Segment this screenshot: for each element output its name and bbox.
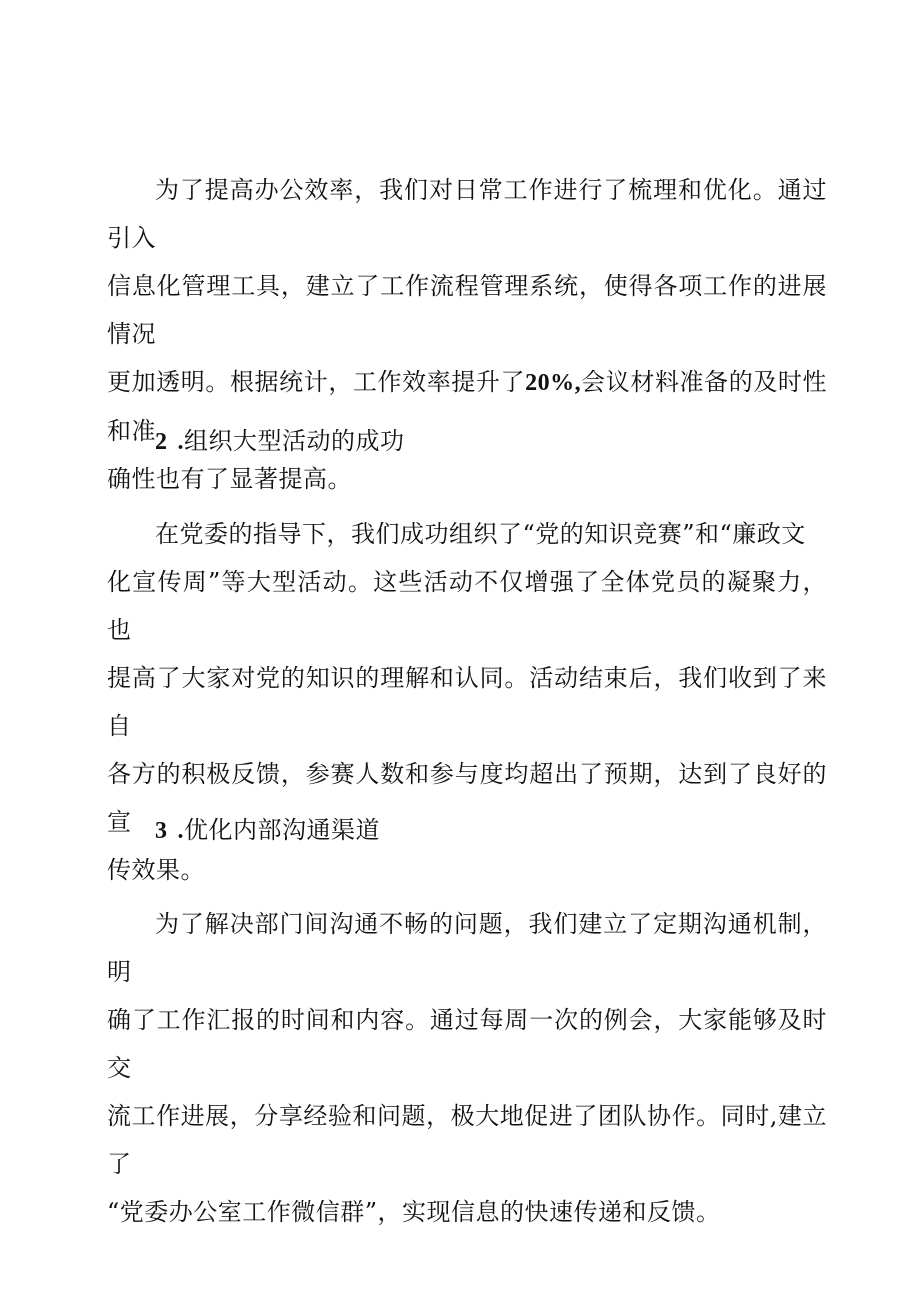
section-dot: .: [177, 818, 184, 844]
paragraph-line: 为了解决部门间沟通不畅的问题，我们建立了定期沟通机制，明: [107, 910, 827, 986]
section-dot: .: [177, 429, 184, 455]
section-title: 组织大型活动的成功: [184, 427, 405, 455]
paragraph-line: 信息化管理工具，建立了工作流程管理系统，使得各项工作的进展情况: [107, 272, 827, 348]
paragraph-text: 会议材料准备的及时性和准: [107, 368, 828, 445]
paragraph-line: 提高了大家对党的知识的理解和认同。活动结束后，我们收到了来自: [107, 664, 827, 740]
section-title: 优化内部沟通渠道: [184, 816, 380, 844]
paragraph-line: 确了工作汇报的时间和内容。通过每周一次的例会，大家能够及时交: [107, 1006, 827, 1082]
section-heading-3: [107, 806, 827, 855]
section-number: 2: [155, 429, 168, 455]
paragraph-line: 在党委的指导下，我们成功组织了“党的知识竞赛”和“廉政文: [155, 520, 806, 548]
paragraph-line: 确性也有了显著提高。: [107, 465, 352, 493]
paragraph-internal-communication: [107, 900, 827, 1236]
paragraph-line: 为了提高办公效率，我们对日常工作进行了梳理和优化。通过引入: [107, 176, 827, 252]
paragraph-line: 流工作进展，分享经验和问题，极大地促进了团队协作。同时,建立了: [107, 1102, 827, 1178]
paragraph-line: 化宣传周”等大型活动。这些活动不仅增强了全体党员的凝聚力，也: [107, 568, 827, 644]
efficiency-stat: 20%,: [525, 370, 582, 396]
paragraph-line: 各方的积极反馈，参赛人数和参与度均超出了预期，达到了良好的宣: [107, 760, 827, 836]
paragraph-line: 传效果。: [107, 856, 205, 884]
paragraph-line: “党委办公室工作微信群”，实现信息的快速传递和反馈。: [107, 1198, 721, 1226]
section-number: 3: [155, 818, 168, 844]
paragraph-text: 更加透明。根据统计，工作效率提升了: [107, 368, 526, 396]
section-heading-2: [107, 417, 827, 466]
